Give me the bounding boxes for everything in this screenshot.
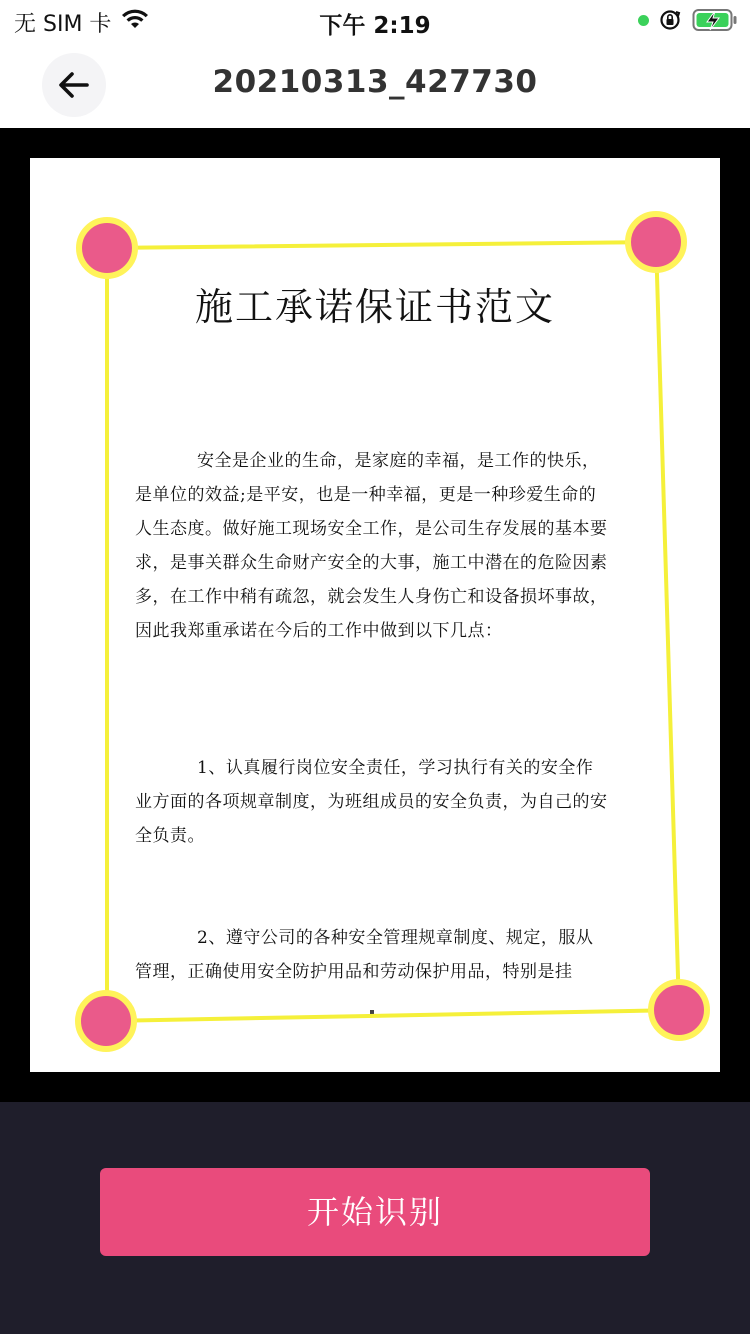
crop-handle-bottom-right[interactable] [651, 982, 707, 1038]
document-paragraph: 1、认真履行岗位安全责任，学习执行有关的安全作业方面的各项规章制度，为班组成员的安全负责，为自己的安全负责。 [135, 758, 608, 846]
bottom-panel [0, 1102, 750, 1334]
document-title: 施工承诺保证书范文 [194, 285, 555, 329]
page-number-mark [370, 1010, 374, 1014]
crop-handle-top-left[interactable] [79, 220, 135, 276]
privacy-indicator-dot [638, 15, 649, 26]
orientation-lock-icon [659, 9, 681, 31]
document-paragraph: 2、遵守公司的各种安全管理规章制度、规定，服从管理，正确使用安全防护用品和劳动保护用品，特别是挂 [135, 928, 594, 982]
document-paragraph: 安全是企业的生命，是家庭的幸福，是工作的快乐，是单位的效益;是平安，也是一种幸福，更是一种珍爱生命的人生态度。做好施工现场安全工作，是公司生存发展的基本要求，是事关群众生命财产安全的大事，施工中潜在的危险因素多，在工作中稍有疏忽，就会发生人身伤亡和设备损坏事故，因此我郑重承诺在今后的工作中做到以下几点： [135, 451, 608, 641]
page-title: 20210313_427730 [212, 64, 538, 100]
document-image [30, 158, 720, 1072]
crop-handle-top-right[interactable] [628, 214, 684, 270]
carrier-label: 无 SIM 卡 [14, 12, 112, 37]
status-time: 下午 2:19 [319, 13, 431, 39]
nav-bar [0, 42, 750, 128]
start-recognition-button[interactable]: 开始识别 [100, 1168, 650, 1256]
status-bar [0, 0, 750, 42]
battery-charging-icon [692, 8, 738, 32]
crop-handle-bottom-left[interactable] [78, 993, 134, 1049]
